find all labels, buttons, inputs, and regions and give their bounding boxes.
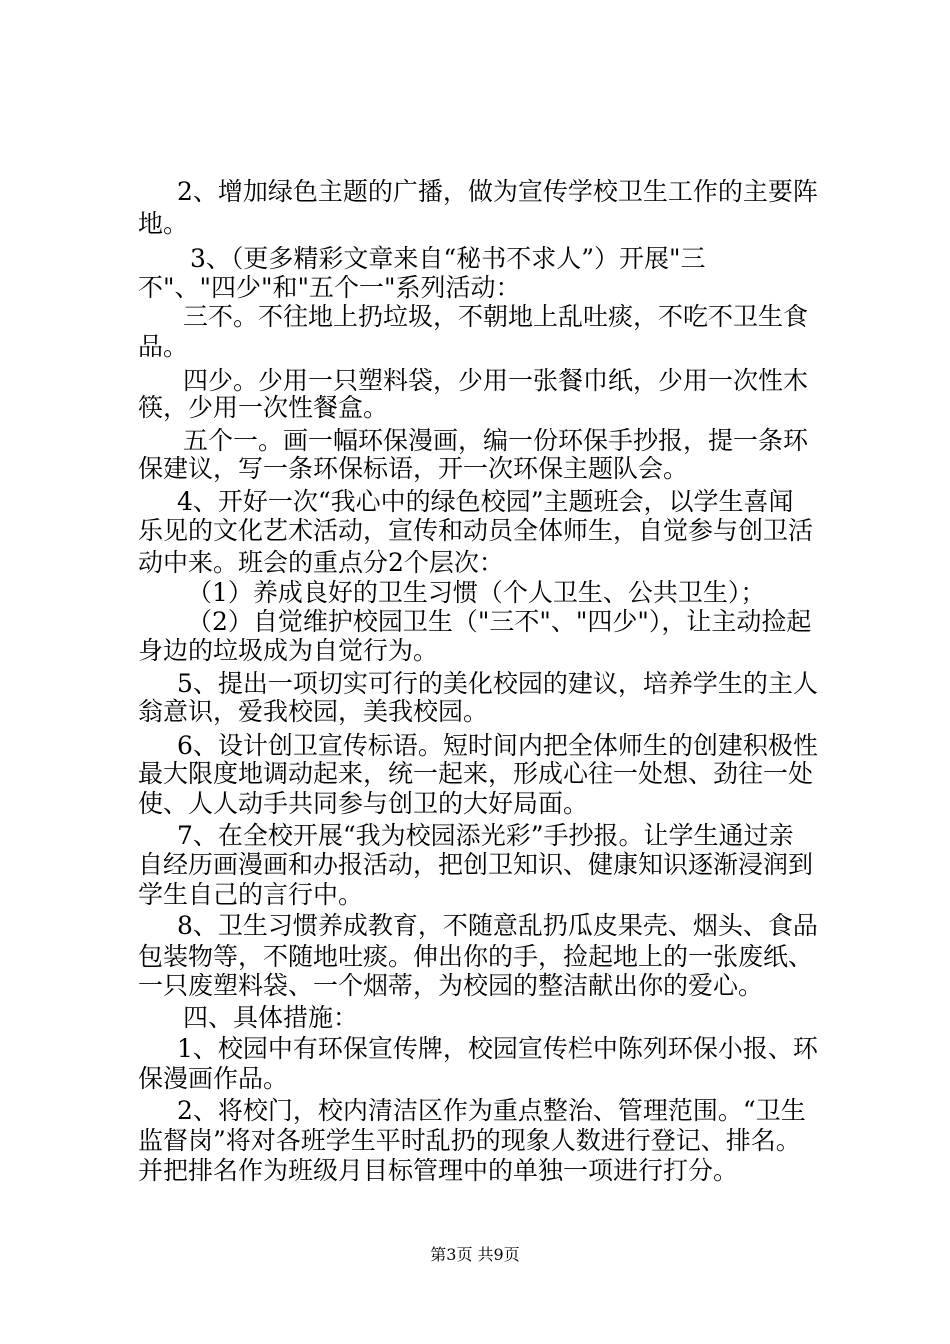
paragraph-line: 保建议，写一条环保标语，开一次环保主题队会。: [138, 454, 689, 483]
paragraph-line: 4、开好一次“我心中的绿色校园”主题班会，以学生喜闻: [177, 487, 794, 516]
paragraph-line: 保漫画作品。: [138, 1064, 289, 1093]
paragraph-line: 包装物等，不随地吐痰。伸出你的手，捡起地上的一张废纸、: [138, 942, 814, 971]
paragraph-line: 四少。少用一只塑料袋，少用一张餐巾纸，少用一次性木: [183, 366, 809, 395]
paragraph-line: 7、在全校开展“我为校园添光彩”手抄报。让学生通过亲: [177, 821, 794, 850]
paragraph-line: 筷，少用一次性餐盒。: [138, 393, 389, 422]
paragraph-line: 乐见的文化艺术活动，宣传和动员全体师生，自觉参与创卫活: [138, 516, 814, 545]
paragraph-line: 动中来。班会的重点分2个层次：: [138, 548, 504, 577]
paragraph-line: 监督岗”将对各班学生平时乱扔的现象人数进行登记、排名。: [138, 1126, 801, 1155]
paragraph-line: 五个一。画一幅环保漫画，编一份环保手抄报，提一条环: [183, 426, 809, 455]
paragraph-line: 并把排名作为班级月目标管理中的单独一项进行打分。: [138, 1156, 739, 1185]
paragraph-line: 地。: [138, 209, 189, 238]
paragraph-line: 身边的垃圾成为自觉行为。: [138, 636, 439, 665]
paragraph-line: 翁意识，爱我校园，美我校园。: [138, 697, 489, 726]
paragraph-line: 学生自己的言行中。: [138, 880, 364, 909]
section-heading: 四、具体措施：: [183, 1003, 359, 1032]
paragraph-line: 品。: [138, 332, 189, 361]
paragraph-line: （2）自觉维护校园卫生（"三不"、"四少"），让主动捡起: [187, 607, 812, 636]
paragraph-line: 8、卫生习惯养成教育，不随意乱扔瓜皮果壳、烟头、食品: [177, 911, 818, 940]
paragraph-line: 使、人人动手共同参与创卫的大好局面。: [138, 789, 589, 818]
paragraph-line: 2、增加绿色主题的广播，做为宣传学校卫生工作的主要阵: [177, 177, 818, 206]
paragraph-line: 自经历画漫画和办报活动，把创卫知识、健康知识逐渐浸润到: [138, 850, 814, 879]
paragraph-line: 6、设计创卫宣传标语。短时间内把全体师生的创建积极性: [177, 731, 818, 760]
page-number-footer: 第3页 共9页: [430, 1245, 520, 1264]
paragraph-line: 2、将校门，校内清洁区作为重点整治、管理范围。“卫生: [177, 1096, 806, 1125]
paragraph-line: 一只废塑料袋、一个烟蒂，为校园的整洁献出你的爱心。: [138, 971, 764, 1000]
paragraph-line: 1、校园中有环保宣传牌，校园宣传栏中陈列环保小报、环: [177, 1034, 818, 1063]
paragraph-line: 三不。不往地上扔垃圾，不朝地上乱吐痰，不吃不卫生食: [183, 302, 809, 331]
paragraph-line: 最大限度地调动起来，统一起来，形成心往一处想、劲往一处: [138, 759, 814, 788]
paragraph-line: （1）养成良好的卫生习惯（个人卫生、公共卫生）；: [187, 578, 766, 607]
paragraph-line: 不"、"四少"和"五个一"系列活动：: [138, 273, 521, 302]
paragraph-line: 5、提出一项切实可行的美化校园的建议，培养学生的主人: [177, 669, 818, 698]
paragraph-line: 3、（更多精彩文章来自“秘书不求人”）开展"三: [190, 244, 706, 273]
